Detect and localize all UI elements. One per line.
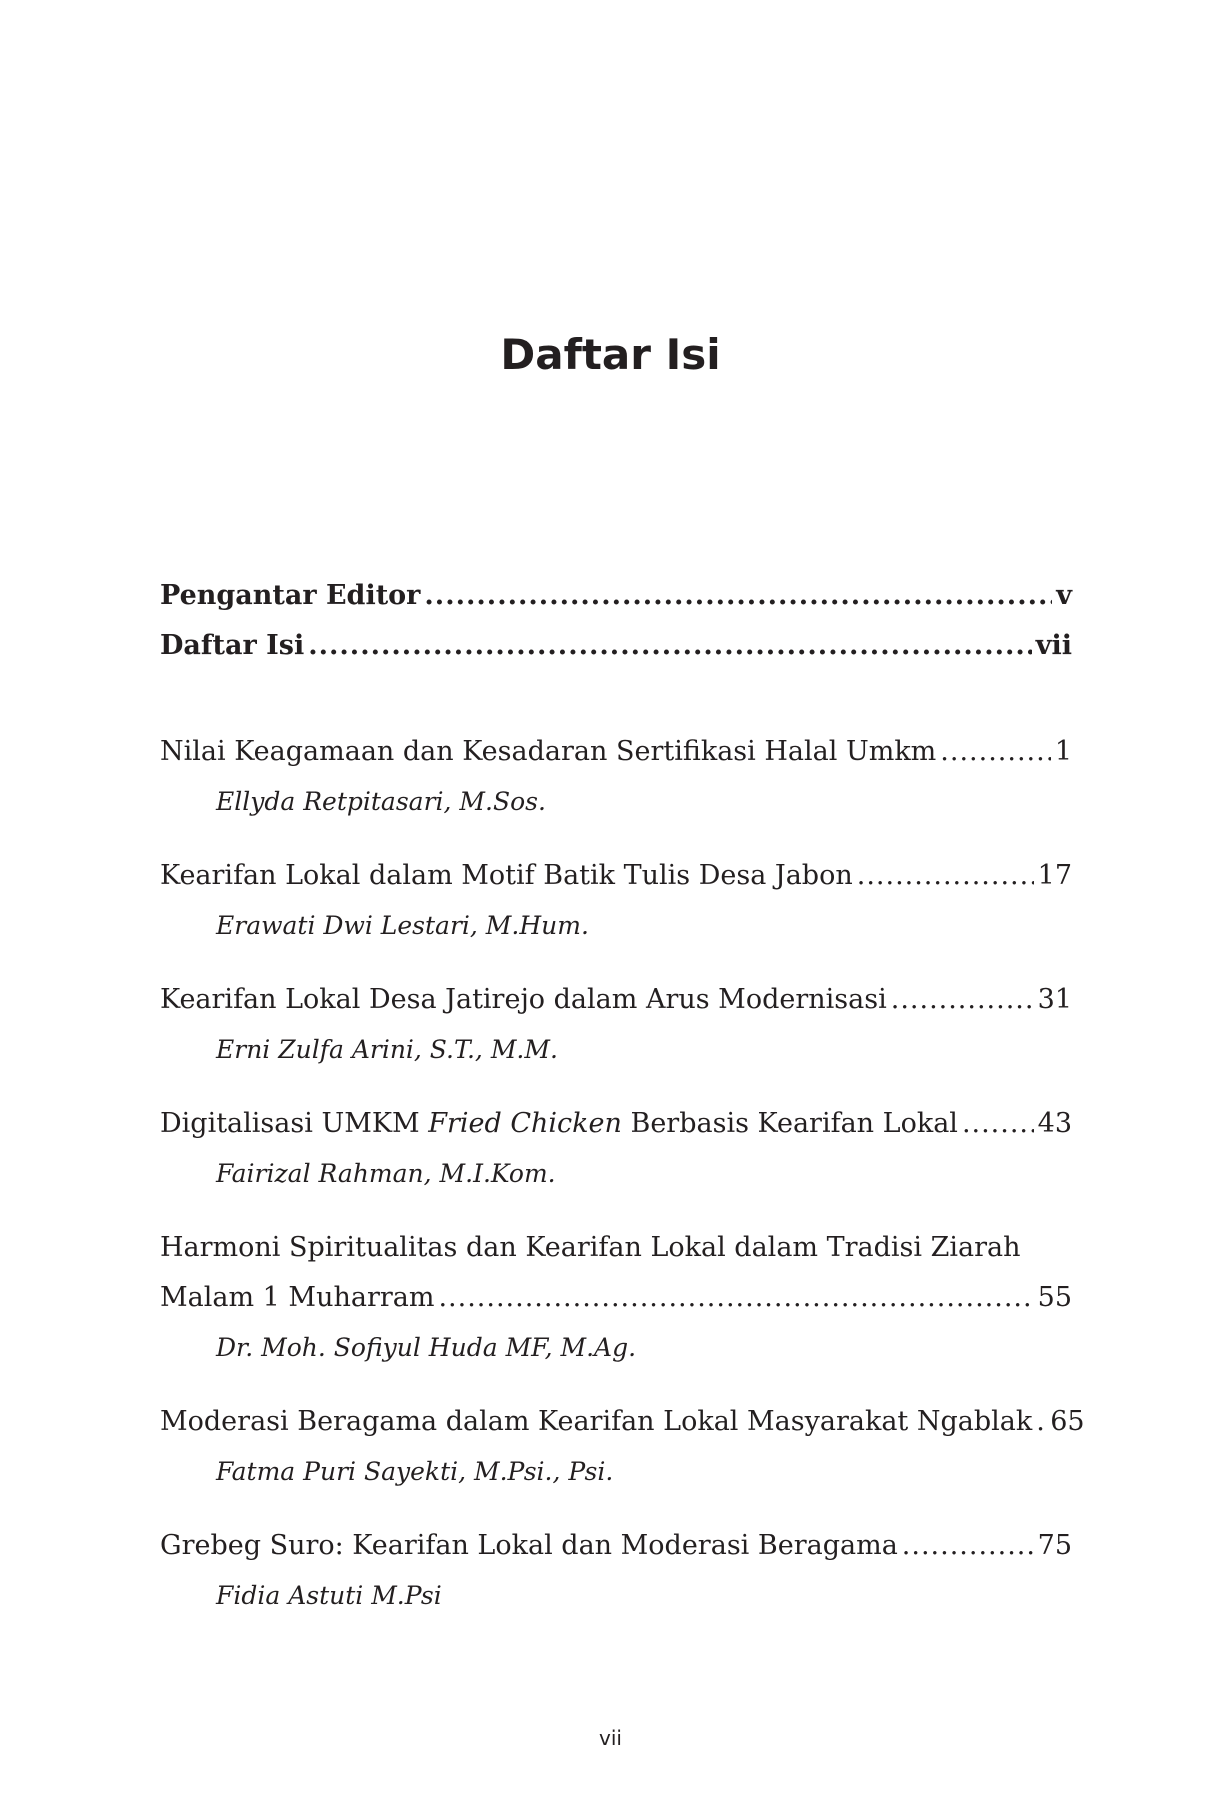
toc-entry-chapter-4[interactable] xyxy=(160,1104,1072,1144)
toc-entry-author: Fidia Astuti M.Psi xyxy=(216,1581,442,1610)
toc-page-number: v xyxy=(1056,580,1072,611)
toc-entry-title-line[interactable]: Harmoni Spiritualitas dan Kearifan Lokal dalam Tradisi Ziarah xyxy=(160,1232,1021,1263)
toc-leader-dots xyxy=(308,626,1032,666)
toc-page-number: 43 xyxy=(1037,1108,1072,1139)
toc-leader-dots xyxy=(857,856,1034,896)
toc-entry-title: Grebeg Suro: Kearifan Lokal dan Moderasi Beragama xyxy=(160,1530,898,1561)
toc-leader-dots xyxy=(902,1526,1034,1566)
toc-page-number: 55 xyxy=(1037,1282,1072,1313)
toc-entry-author: Fatma Puri Sayekti, M.Psi., Psi. xyxy=(216,1457,614,1486)
toc-page-number: 65 xyxy=(1050,1406,1085,1437)
toc-page-number: 17 xyxy=(1037,860,1072,891)
toc-page-number: 1 xyxy=(1054,736,1072,767)
toc-title-italic-part: Fried Chicken xyxy=(428,1108,622,1139)
toc-title-part: Digitalisasi UMKM xyxy=(160,1108,429,1139)
toc-leader-dots xyxy=(424,576,1052,616)
toc-entry-author: Fairizal Rahman, M.I.Kom. xyxy=(216,1159,556,1188)
toc-entry-author: Dr. Moh. Sofiyul Huda MF, M.Ag. xyxy=(216,1333,637,1362)
toc-entry-chapter-5[interactable] xyxy=(160,1278,1072,1318)
toc-entry-title: Kearifan Lokal Desa Jatirejo dalam Arus Modernisasi xyxy=(160,984,887,1015)
page-number-footer: vii xyxy=(599,1726,622,1750)
toc-entry-chapter-7[interactable] xyxy=(160,1526,1072,1566)
toc-page-number: vii xyxy=(1035,630,1072,661)
toc-entry-title: Pengantar Editor xyxy=(160,580,421,611)
toc-entry-author: Erawati Dwi Lestari, M.Hum. xyxy=(216,911,589,940)
toc-page-number: 31 xyxy=(1037,984,1072,1015)
toc-leader-dots xyxy=(962,1104,1034,1144)
toc-entry-title: Malam 1 Muharram xyxy=(160,1282,435,1313)
toc-page-number: 75 xyxy=(1037,1530,1072,1561)
toc-entry-daftar-isi[interactable] xyxy=(160,626,1072,666)
toc-leader-dots xyxy=(940,732,1051,772)
toc-entry-title: Kearifan Lokal dalam Motif Batik Tulis Desa Jabon xyxy=(160,860,853,891)
toc-entry-title: Moderasi Beragama dalam Kearifan Lokal Masyarakat Ngablak xyxy=(160,1406,1033,1437)
page-title: Daftar Isi xyxy=(500,330,721,379)
toc-entry-chapter-3[interactable] xyxy=(160,980,1072,1020)
toc-title-part: Berbasis Kearifan Lokal xyxy=(621,1108,958,1139)
toc-entry-chapter-6[interactable] xyxy=(160,1402,1085,1442)
toc-leader-dots xyxy=(891,980,1034,1020)
toc-leader-dots xyxy=(438,1278,1033,1318)
toc-entry-chapter-1[interactable] xyxy=(160,732,1072,772)
toc-entry-author: Ellyda Retpitasari, M.Sos. xyxy=(216,787,546,816)
toc-leader-dots xyxy=(1036,1402,1046,1442)
toc-entry-author: Erni Zulfa Arini, S.T., M.M. xyxy=(216,1035,558,1064)
toc-entry-pengantar-editor[interactable] xyxy=(160,576,1072,616)
toc-entry-chapter-2[interactable] xyxy=(160,856,1072,896)
toc-entry-title: Nilai Keagamaan dan Kesadaran Sertifikasi Halal Umkm xyxy=(160,736,937,767)
toc-entry-title xyxy=(160,1104,958,1144)
toc-entry-title: Daftar Isi xyxy=(160,630,305,661)
